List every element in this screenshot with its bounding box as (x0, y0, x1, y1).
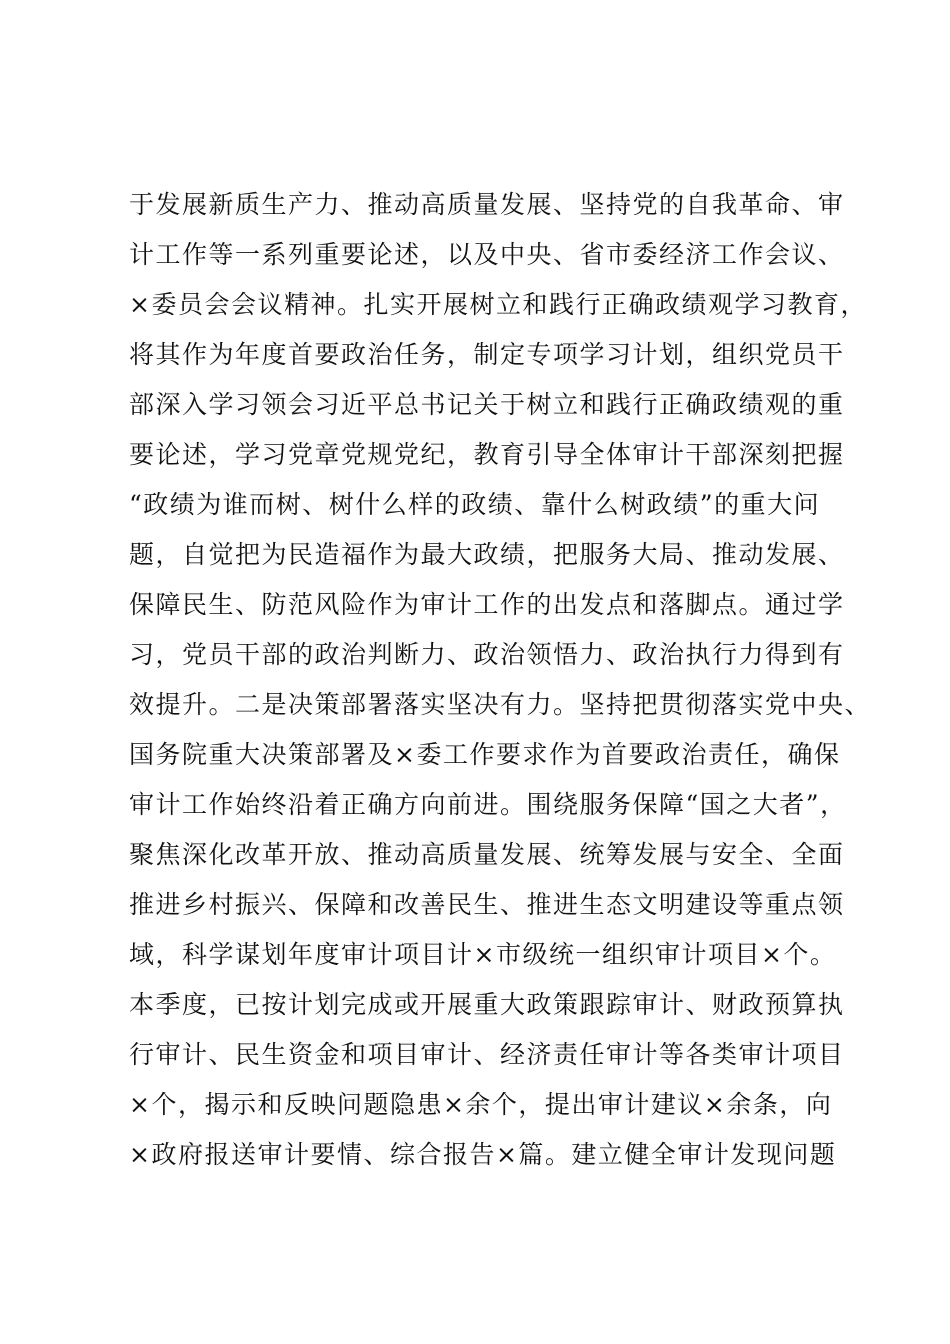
text-line: ×委员会会议精神。扎实开展树立和践行正确政绩观学习教育， (129, 290, 867, 319)
text-line: 计工作等一系列重要论述，以及中央、省市委经济工作会议、 (129, 240, 845, 269)
text-line: 于发展新质生产力、推动高质量发展、坚持党的自我革命、审 (129, 190, 845, 219)
text-line: 部深入学习领会习近平总书记关于树立和践行正确政绩观的重 (129, 390, 845, 419)
text-line: “政绩为谁而树、树什么样的政绩、靠什么树政绩”的重大问 (129, 490, 821, 519)
text-line: 国务院重大决策部署及×委工作要求作为首要政治责任，确保 (129, 740, 841, 769)
body-text (129, 180, 872, 1180)
text-line: 将其作为年度首要政治任务，制定专项学习计划，组织党员干 (129, 340, 845, 369)
text-line: 行审计、民生资金和项目审计、经济责任审计等各类审计项目 (129, 1040, 845, 1069)
text-line: 本季度，已按计划完成或开展重大政策跟踪审计、财政预算执 (129, 990, 845, 1019)
text-line: 聚焦深化改革开放、推动高质量发展、统筹发展与安全、全面 (129, 840, 845, 869)
text-line: ×个，揭示和反映问题隐患×余个，提出审计建议×余条，向 (129, 1090, 833, 1119)
text-line: 习，党员干部的政治判断力、政治领悟力、政治执行力得到有 (129, 640, 845, 669)
text-line: 审计工作始终沿着正确方向前进。围绕服务保障“国之大者”， (129, 790, 847, 819)
text-line: ×政府报送审计要情、综合报告×篇。建立健全审计发现问题 (129, 1140, 837, 1169)
text-line: 效提升。二是决策部署落实坚决有力。坚持把贯彻落实党中央、 (129, 690, 872, 719)
text-line: 保障民生、防范风险作为审计工作的出发点和落脚点。通过学 (129, 590, 845, 619)
text-line: 要论述，学习党章党规党纪，教育引导全体审计干部深刻把握 (129, 440, 845, 469)
text-line: 域，科学谋划年度审计项目计×市级统一组织审计项目×个。 (129, 940, 837, 969)
text-line: 题，自觉把为民造福作为最大政绩，把服务大局、推动发展、 (129, 540, 845, 569)
text-line: 推进乡村振兴、保障和改善民生、推进生态文明建设等重点领 (129, 890, 845, 919)
